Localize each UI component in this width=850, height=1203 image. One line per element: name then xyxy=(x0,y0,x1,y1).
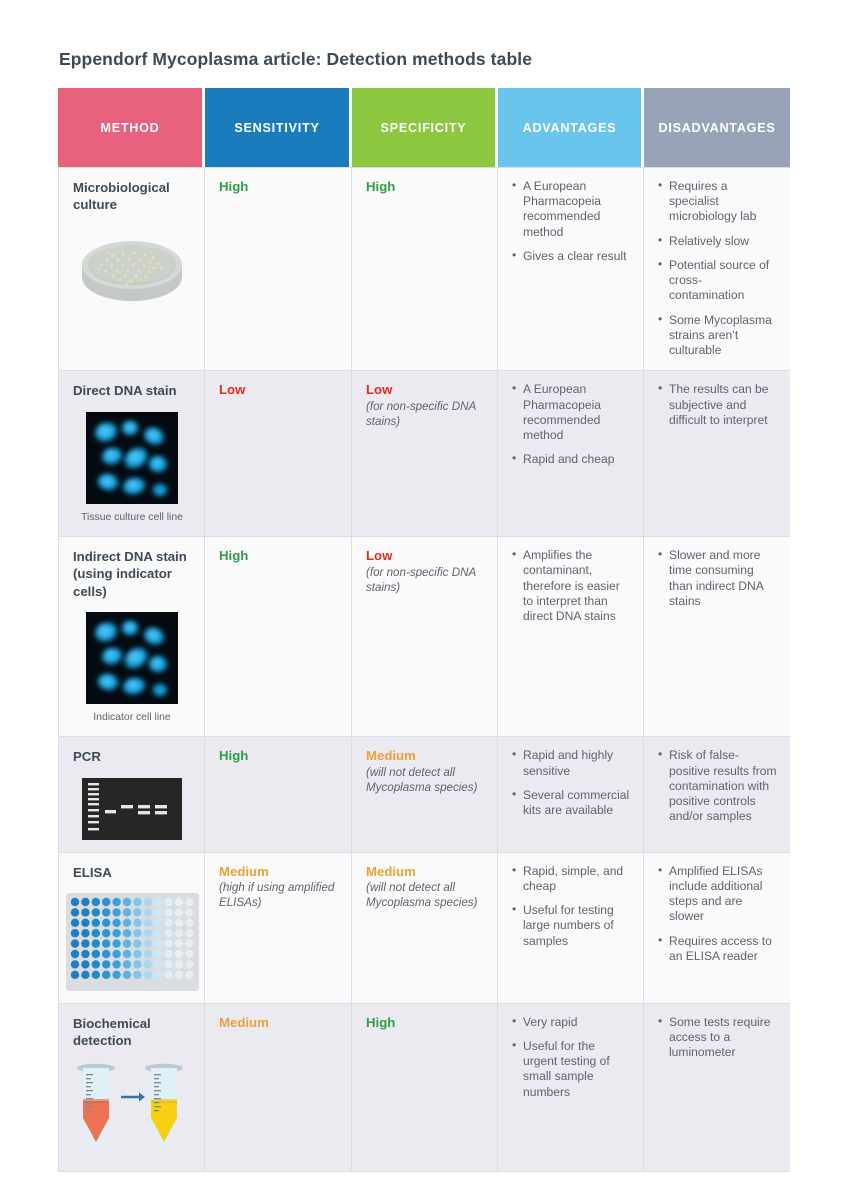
table-row xyxy=(58,167,790,371)
sensitivity-rating: High xyxy=(219,548,249,564)
disadvantages-list xyxy=(658,179,777,358)
disadvantages-item: • Potential source of cross-contamination xyxy=(658,258,777,304)
cell-sensitivity xyxy=(205,1004,352,1172)
disadvantages-item: • Amplified ELISAs include additional steps and are slower xyxy=(658,864,777,925)
specificity-rating-note: (for non-specific DNA stains) xyxy=(366,565,476,594)
advantages-item: • Useful for testing large numbers of samples xyxy=(512,903,630,949)
advantages-item: • Several commercial kits are available xyxy=(512,788,630,818)
page-title: Eppendorf Mycoplasma article: Detection methods table xyxy=(59,49,533,69)
cell-method xyxy=(58,371,205,537)
advantages-item: • Useful for the urgent testing of small sample numbers xyxy=(512,1039,630,1100)
specificity-rating: High xyxy=(366,179,396,194)
sensitivity-rating-note: (high if using amplified ELISAs) xyxy=(219,881,335,909)
specificity-rating-note: (will not detect all Mycoplasma species) xyxy=(366,765,478,794)
advantages-item: • Amplifies the contaminant, therefore is easier to interpret than direct DNA stains xyxy=(512,548,630,624)
advantages-item: • Gives a clear result xyxy=(512,249,630,264)
method-figure xyxy=(73,612,191,725)
cell-sensitivity xyxy=(205,371,352,537)
disadvantages-item: • Some Mycoplasma strains aren’t culturable xyxy=(658,313,777,359)
cell-disadvantages xyxy=(644,737,790,852)
disadvantages-list xyxy=(658,548,777,609)
advantages-list xyxy=(512,548,630,624)
cell-method xyxy=(58,537,205,737)
table-body xyxy=(58,167,790,1172)
method-name: PCR xyxy=(73,749,101,765)
method-figure xyxy=(73,893,191,991)
detection-methods-table xyxy=(58,88,790,1172)
disadvantages-list xyxy=(658,382,777,428)
specificity-rating: Medium xyxy=(366,863,416,879)
column-header-sensitivity: SENSITIVITY xyxy=(205,88,352,167)
microplate-icon xyxy=(66,893,199,991)
method-name: Indirect DNA stain (using indicator cells) xyxy=(73,549,187,599)
advantages-list xyxy=(512,382,630,467)
disadvantages-item: • Some tests require access to a luminometer xyxy=(658,1015,777,1061)
cell-specificity xyxy=(352,853,498,1004)
cell-specificity xyxy=(352,167,498,371)
cell-advantages xyxy=(498,737,644,852)
fluorescent-cells-icon xyxy=(86,612,178,704)
cell-disadvantages xyxy=(644,167,790,371)
method-name: Biochemical detection xyxy=(73,1015,151,1048)
advantages-item: • Rapid and highly sensitive xyxy=(512,748,630,778)
cell-specificity xyxy=(352,1004,498,1172)
cell-sensitivity xyxy=(205,537,352,737)
method-name: Microbiological culture xyxy=(73,180,170,213)
figure-caption: Tissue culture cell line xyxy=(81,511,183,523)
advantages-list xyxy=(512,179,630,264)
disadvantages-item: • Relatively slow xyxy=(658,234,777,249)
table-row xyxy=(58,537,790,737)
column-header-disadvantages: DISADVANTAGES xyxy=(644,88,790,167)
column-header-advantages: ADVANTAGES xyxy=(498,88,644,167)
specificity-rating: High xyxy=(366,1014,396,1030)
petri-dish-icon xyxy=(73,225,191,307)
method-figure xyxy=(73,778,191,840)
cell-method xyxy=(58,1004,205,1172)
sensitivity-rating: High xyxy=(219,179,249,194)
method-name: ELISA xyxy=(73,864,112,880)
disadvantages-list xyxy=(658,1015,777,1061)
cell-disadvantages xyxy=(644,537,790,737)
method-figure xyxy=(73,412,191,525)
advantages-item: • Rapid, simple, and cheap xyxy=(512,864,630,894)
sensitivity-rating: High xyxy=(219,748,249,764)
specificity-rating: Low xyxy=(366,548,393,564)
specificity-rating-note: (for non-specific DNA stains) xyxy=(366,399,476,428)
cell-method xyxy=(58,853,205,1004)
cell-specificity xyxy=(352,537,498,737)
cell-sensitivity xyxy=(205,853,352,1004)
fluorescent-cells-icon xyxy=(86,412,178,504)
table-row xyxy=(58,737,790,852)
cell-disadvantages xyxy=(644,1004,790,1172)
advantages-list xyxy=(512,748,630,818)
method-name: Direct DNA stain xyxy=(73,383,177,399)
cell-disadvantages xyxy=(644,371,790,537)
disadvantages-item: • Requires a specialist microbiology lab xyxy=(658,179,777,225)
cell-advantages xyxy=(498,167,644,371)
table-row xyxy=(58,1004,790,1172)
cell-disadvantages xyxy=(644,853,790,1004)
disadvantages-list xyxy=(658,864,777,964)
cell-advantages xyxy=(498,371,644,537)
specificity-rating-note: (will not detect all Mycoplasma species) xyxy=(366,881,478,909)
cell-advantages xyxy=(498,537,644,737)
tubes-colour-change-icon xyxy=(73,1061,191,1159)
advantages-item: • Very rapid xyxy=(512,1015,630,1030)
disadvantages-item: • Risk of false-positive results from contamination with positive controls and/or samples xyxy=(658,748,777,824)
cell-specificity xyxy=(352,371,498,537)
cell-advantages xyxy=(498,853,644,1004)
sensitivity-rating: Low xyxy=(219,382,246,398)
column-header-specificity: SPECIFICITY xyxy=(352,88,498,167)
specificity-rating: Medium xyxy=(366,748,416,764)
method-figure xyxy=(73,1061,191,1159)
detection-methods-table-wrapper xyxy=(58,88,790,1172)
advantages-list xyxy=(512,1015,630,1100)
advantages-item: • Rapid and cheap xyxy=(512,452,630,467)
cell-method xyxy=(58,737,205,852)
specificity-rating: Low xyxy=(366,382,393,398)
table-header xyxy=(58,88,790,167)
advantages-item: • A European Pharmacopeia recommended method xyxy=(512,179,630,240)
cell-sensitivity xyxy=(205,167,352,371)
method-figure xyxy=(73,225,191,307)
sensitivity-rating: Medium xyxy=(219,863,269,879)
gel-electrophoresis-icon xyxy=(82,778,182,840)
figure-caption: Indicator cell line xyxy=(93,711,171,723)
table-row xyxy=(58,371,790,537)
disadvantages-item: • Slower and more time consuming than indirect DNA stains xyxy=(658,548,777,609)
advantages-item: • A European Pharmacopeia recommended method xyxy=(512,382,630,443)
cell-specificity xyxy=(352,737,498,852)
sensitivity-rating: Medium xyxy=(219,1014,269,1030)
disadvantages-item: • The results can be subjective and difficult to interpret xyxy=(658,382,777,428)
advantages-list xyxy=(512,864,630,949)
table-header-row xyxy=(58,88,790,167)
table-row xyxy=(58,853,790,1004)
cell-advantages xyxy=(498,1004,644,1172)
column-header-method: METHOD xyxy=(58,88,205,167)
cell-method xyxy=(58,167,205,371)
disadvantages-item: • Requires access to an ELISA reader xyxy=(658,934,777,964)
cell-sensitivity xyxy=(205,737,352,852)
disadvantages-list xyxy=(658,748,777,824)
